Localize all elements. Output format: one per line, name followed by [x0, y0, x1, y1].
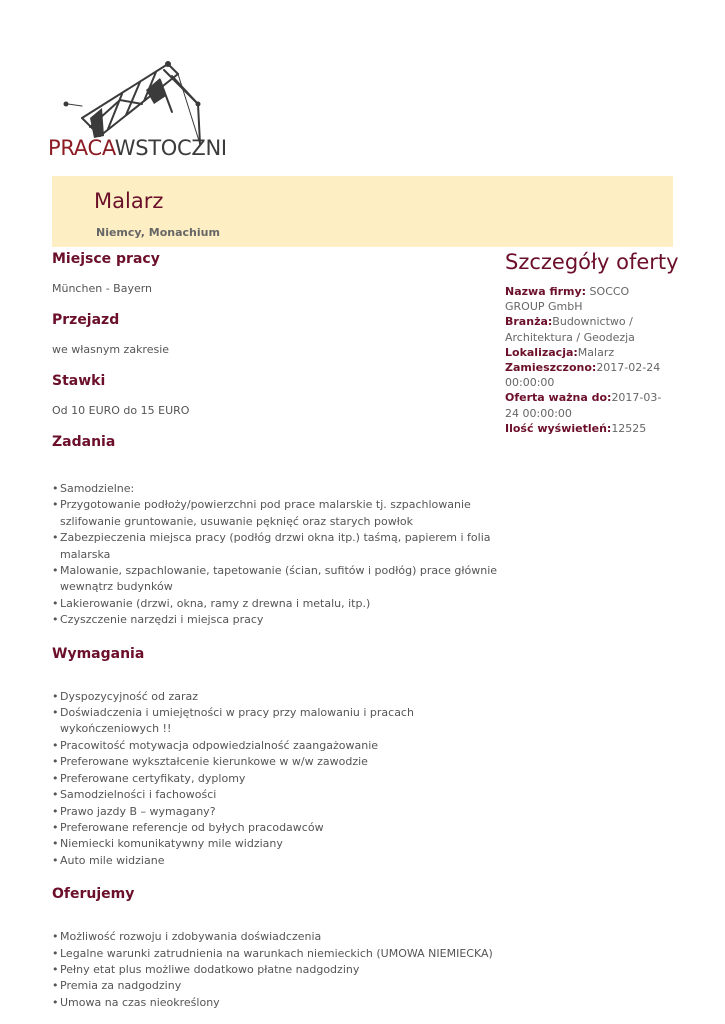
job-main-content	[52, 250, 502, 1011]
detail-zamieszczono	[505, 360, 670, 390]
list-item: • Preferowane wykształcenie kierunkowe w w/w zawodzie	[52, 754, 502, 770]
oferujemy-list	[52, 929, 502, 1011]
detail-lokalizacja	[505, 345, 670, 360]
detail-label: Lokalizacja:	[505, 345, 578, 359]
offer-details-heading: Szczegóły oferty	[505, 250, 679, 274]
detail-value: SOCCO GROUP GmbH	[505, 285, 630, 314]
list-item: • Umowa na czas nieokreślony	[52, 995, 502, 1011]
detail-label: Branża:	[505, 315, 553, 329]
section-heading-oferujemy: Oferujemy	[52, 886, 135, 903]
list-item: • Pracowitość motywacja odpowiedzialność zaangażowanie	[52, 738, 502, 754]
list-item: • Premia za nadgodziny	[52, 978, 502, 994]
miejsce-text: München - Bayern	[52, 282, 153, 295]
job-title: Malarz	[94, 189, 164, 213]
detail-value: Malarz	[577, 345, 615, 359]
list-item: • Niemiecki komunikatywny mile widziany	[52, 836, 502, 852]
detail-label: Ilość wyświetleń:	[505, 421, 612, 435]
job-title-banner	[52, 176, 673, 247]
section-heading-stawki: Stawki	[52, 373, 106, 389]
stawki-text: Od 10 EURO do 15 EURO	[52, 404, 190, 417]
list-item: • Lakierowanie (drzwi, okna, ramy z drewna i metalu, itp.)	[52, 596, 502, 612]
list-item: • Preferowane referencje od byłych pracodawców	[52, 820, 502, 836]
section-heading-wymagania: Wymagania	[52, 645, 145, 662]
detail-value: 12525	[611, 421, 647, 435]
list-item: • Pełny etat plus możliwe dodatkowo płatne nadgodziny	[52, 962, 502, 978]
list-item: • Legalne warunki zatrudnienia na warunkach niemieckich (UMOWA NIEMIECKA)	[52, 946, 502, 962]
detail-value: 2017-02-24 00:00:00	[505, 361, 661, 390]
detail-value: 2017-03-24 00:00:00	[505, 391, 662, 420]
offer-details-list	[505, 284, 670, 436]
offer-details-panel	[505, 248, 679, 436]
section-heading-miejsce: Miejsce pracy	[52, 251, 160, 267]
list-item: • Możliwość rozwoju i zdobywania doświadczenia	[52, 929, 502, 945]
logo-wordmark	[48, 138, 227, 159]
crane-icon	[60, 56, 220, 146]
detail-label: Zamieszczono:	[505, 361, 597, 375]
detail-label: Nazwa firmy:	[505, 285, 587, 298]
section-heading-zadania: Zadania	[52, 434, 116, 450]
list-item: • Przygotowanie podłoży/powierzchni pod prace malarskie tj. szpachlowanie szlifowanie gruntowanie, usuwanie pęknięć oraz starych powłok	[52, 497, 502, 530]
list-item: • Zabezpieczenia miejsca pracy (podłóg drzwi okna itp.) taśmą, papierem i folia malarska	[52, 530, 502, 563]
list-item: • Auto mile widziane	[52, 853, 502, 869]
list-item: • Dyspozycyjność od zaraz	[52, 689, 502, 705]
zadania-list	[52, 481, 502, 629]
section-heading-przejazd: Przejazd	[52, 312, 120, 328]
list-item: • Samodzielne:	[52, 481, 502, 497]
detail-label: Oferta ważna do:	[505, 391, 612, 405]
list-item: • Prawo jazdy B – wymagany?	[52, 804, 502, 820]
logo-text-praca: PRACA	[48, 136, 115, 160]
site-logo[interactable]	[48, 56, 233, 168]
job-location: Niemcy, Monachium	[96, 226, 220, 239]
detail-value: Budownictwo / Architektura / Geodezja	[505, 315, 635, 344]
logo-text-wstoczni: WSTOCZNI	[114, 136, 227, 160]
list-item: • Doświadczenia i umiejętności w pracy przy malowaniu i pracach wykończeniowych !!	[52, 705, 502, 738]
przejazd-text: we własnym zakresie	[52, 343, 170, 356]
detail-firma	[505, 284, 670, 314]
detail-wazna-do	[505, 390, 670, 420]
list-item: • Malowanie, szpachlowanie, tapetowanie (ścian, sufitów i podłóg) prace głównie wewnątrz budynków	[52, 563, 502, 596]
wymagania-list	[52, 689, 502, 869]
detail-branza	[505, 314, 670, 344]
detail-wyswietlenia	[505, 421, 670, 436]
list-item: • Czyszczenie narzędzi i miejsca pracy	[52, 612, 502, 628]
list-item: • Samodzielności i fachowości	[52, 787, 502, 803]
list-item: • Preferowane certyfikaty, dyplomy	[52, 771, 502, 787]
